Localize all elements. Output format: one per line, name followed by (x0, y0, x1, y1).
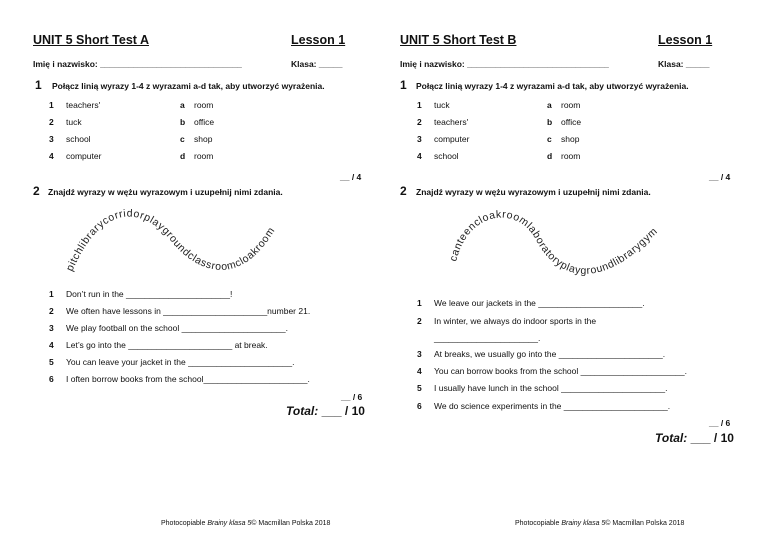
question-number: 2 (33, 184, 40, 198)
sentence-item: 4 Let’s go into the ______________________ at break. (49, 340, 268, 350)
test-title: UNIT 5 Short Test A (33, 33, 149, 47)
question-score: __ / 6 (709, 418, 731, 428)
test-a-page (0, 0, 365, 543)
lesson-label: Lesson 1 (658, 33, 713, 47)
name-field-label: Imię i nazwisko: ______________________________ (400, 59, 609, 69)
sentence-item: 2 In winter, we always do indoor sports in the (417, 316, 597, 326)
question-instruction: Znajdź wyrazy w wężu wyrazowym i uzupełnij nimi zdania. (416, 187, 651, 197)
name-field-label: Imię i nazwisko: ______________________________ (33, 59, 242, 69)
match-right-item: a room (180, 100, 214, 110)
lesson-label: Lesson 1 (291, 33, 346, 47)
total-score: Total: ___ / 10 (655, 431, 734, 445)
class-field-label: Klasa: _____ (291, 59, 343, 69)
sentence-item: 4 You can borrow books from the school ______________________. (417, 366, 687, 376)
sentence-item: 1 Don’t run in the ______________________! (49, 289, 233, 299)
footer-copyright: Photocopiable Brainy klasa 5© Macmillan Polska 2018 (515, 520, 685, 527)
match-left-item: 4 school (417, 151, 459, 161)
word-snake-text: pitchlibrarycorridorplaygroundclassroomcloakroom (63, 207, 278, 274)
sentence-item: 2 We often have lessons in ______________________number 21. (49, 306, 311, 316)
question-instruction: Połącz linią wyrazy 1-4 z wyrazami a-d tak, aby utworzyć wyrażenia. (52, 81, 325, 91)
sentence-item: 3 At breaks, we usually go into the ______________________. (417, 349, 666, 359)
match-left-item: 3 school (49, 134, 91, 144)
test-b-page (384, 0, 744, 543)
question-score: __ / 4 (340, 172, 362, 182)
match-left-item: 3 computer (417, 134, 470, 144)
question-score: __ / 6 (341, 392, 363, 402)
sentence-item: 6 We do science experiments in the ______________________. (417, 401, 671, 411)
question-score: __ / 4 (709, 172, 731, 182)
question-instruction: Połącz linią wyrazy 1-4 z wyrazami a-d tak, aby utworzyć wyrażenia. (416, 81, 689, 91)
word-snake-text: canteencloakroomlaboratoryplaygroundlibrarygym (447, 208, 661, 277)
match-left-item: 1 teachers' (49, 100, 101, 110)
question-instruction: Znajdź wyrazy w wężu wyrazowym i uzupełnij nimi zdania. (48, 187, 283, 197)
question-number: 2 (400, 184, 407, 198)
question-number: 1 (400, 78, 407, 92)
word-snake (0, 0, 363, 543)
sentence-item: 5 You can leave your jacket in the ______________________. (49, 357, 295, 367)
match-right-item: c shop (180, 134, 213, 144)
question-number: 1 (35, 78, 42, 92)
footer-copyright: Photocopiable Brainy klasa 5© Macmillan Polska 2018 (161, 520, 331, 527)
match-right-item: d room (547, 151, 581, 161)
match-right-item: c shop (547, 134, 580, 144)
sentence-item: ______________________. (434, 333, 541, 343)
class-field-label: Klasa: _____ (658, 59, 710, 69)
sentence-item: 6 I often borrow books from the school______________________. (49, 374, 310, 384)
sentence-item: 3 We play football on the school ______________________. (49, 323, 288, 333)
match-left-item: 4 computer (49, 151, 102, 161)
match-left-item: 1 tuck (417, 100, 450, 110)
match-right-item: a room (547, 100, 581, 110)
total-score: Total: ___ / 10 (286, 404, 365, 418)
match-right-item: b office (547, 117, 582, 127)
test-title: UNIT 5 Short Test B (400, 33, 517, 47)
match-right-item: b office (180, 117, 215, 127)
match-right-item: d room (180, 151, 214, 161)
word-snake (384, 0, 744, 543)
match-left-item: 2 tuck (49, 117, 82, 127)
sentence-item: 1 We leave our jackets in the ______________________. (417, 298, 645, 308)
match-left-item: 2 teachers' (417, 117, 469, 127)
sentence-item: 5 I usually have lunch in the school ______________________. (417, 383, 668, 393)
